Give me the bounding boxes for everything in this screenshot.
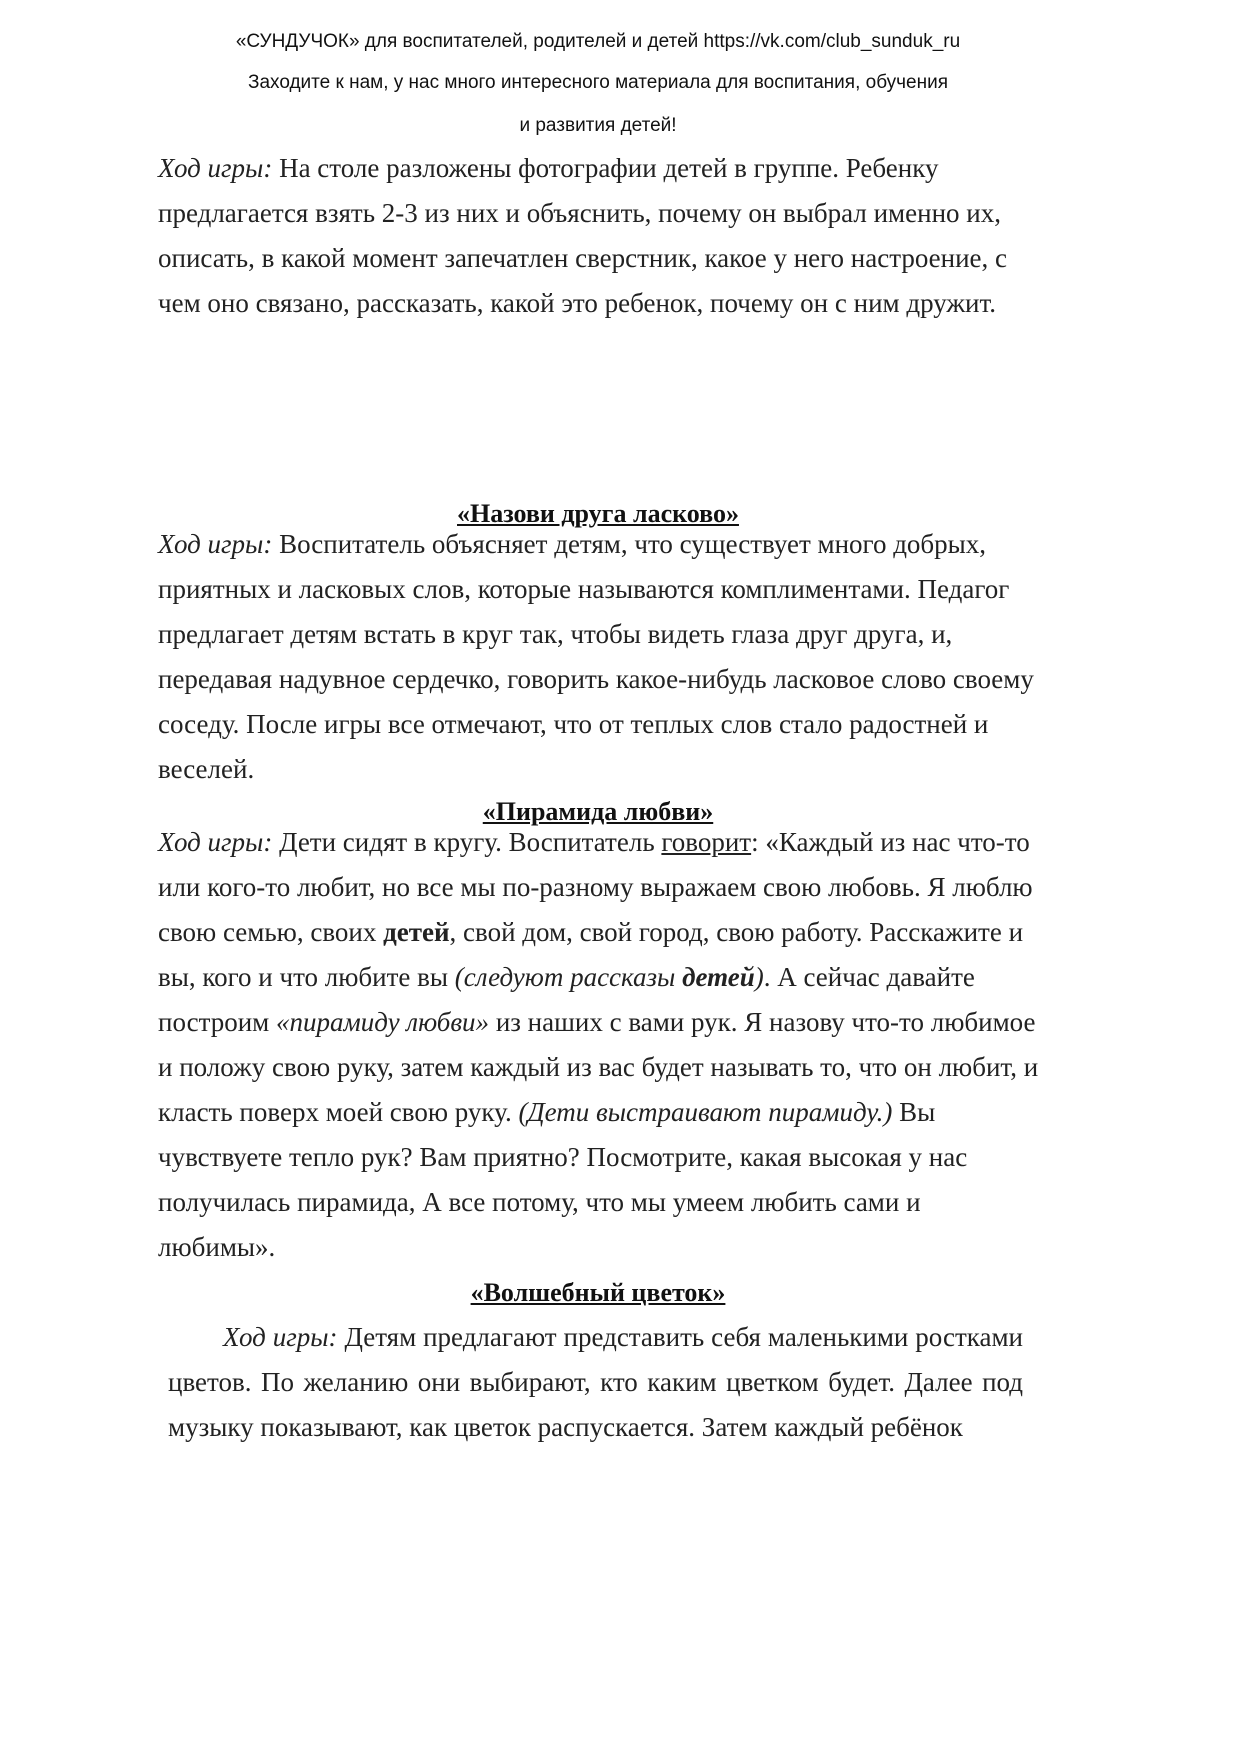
- text-run: Вы чувствуете тепло рук? Вам приятно? Посмотрите, какая высокая у нас получилась пирамида, А все потому, что мы умеем любить сами и любимы».: [158, 1097, 968, 1262]
- text-run: . А сейчас давайте построим: [158, 962, 975, 1037]
- italic-text: Ход игры:: [223, 1322, 338, 1352]
- paragraph-photos-game: [158, 146, 1043, 326]
- text-run: Воспитатель объясняет детям, что существует много добрых, приятных и ласковых слов, которые называются комплиментами. Педагог предлагает детям встать в круг так, чтобы видеть глаза друг друга, и, передавая надувное сердечко, говорить какое-нибудь ласковое слово своему соседу. После игры все отмечают, что от теплых слов стало радостней и веселей.: [158, 529, 1034, 784]
- italic-text: Ход игры:: [158, 529, 273, 559]
- header-line-3: и развития детей!: [519, 115, 677, 136]
- bold-italic-text: детей: [682, 962, 755, 992]
- header-line-1: «СУНДУЧОК» для воспитателей, родителей и детей https://vk.com/club_sunduk_ru: [235, 31, 961, 52]
- italic-text: (Дети выстраивают пирамиду.): [518, 1097, 893, 1127]
- heading-pyramid-of-love: «Пирамида любви»: [482, 797, 714, 826]
- bold-text: детей: [383, 917, 450, 947]
- text-run: , свой дом, свой город, свою работу. Расскажите и вы, кого и что любите вы: [158, 917, 1024, 992]
- heading-call-friend-kindly: «Назови друга ласково»: [457, 499, 739, 528]
- header-line-2: Заходите к нам, у нас много интересного материала для воспитания, обучения: [247, 72, 949, 93]
- text-run: : «Каждый из нас что-то или кого-то любит, но все мы по-разному выражаем свою любовь. Я люблю свою семью, своих: [158, 827, 1033, 947]
- text-run: Дети сидят в кругу. Воспитатель: [272, 827, 662, 857]
- italic-text: Ход игры:: [158, 827, 273, 857]
- italic-text: Ход игры:: [158, 153, 273, 183]
- italic-text: (следуют рассказы: [454, 962, 683, 992]
- paragraph-call-friend-kindly: [158, 522, 1043, 792]
- paragraph-magic-flower: [168, 1315, 1023, 1450]
- underlined-text: говорит: [661, 827, 752, 857]
- heading-magic-flower: «Волшебный цветок»: [470, 1278, 726, 1307]
- text-run: Детям предлагают представить себя маленькими ростками цветов. По желанию они выбирают, кто каким цветком будет. Далее под музыку показывают, как цветок распускается. Затем каждый ребёнок: [168, 1322, 1023, 1442]
- paragraph-pyramid-of-love: [158, 820, 1043, 1270]
- italic-text: ): [754, 962, 764, 992]
- text-run: На столе разложены фотографии детей в группе. Ребенку предлагается взять 2-3 из них и объяснить, почему он выбрал именно их, описать, в какой момент запечатлен сверстник, какое у него настроение, с чем оно связано, рассказать, какой это ребенок, почему он с ним дружит.: [158, 153, 1008, 318]
- text-run: из наших с вами рук. Я назову что-то любимое и положу свою руку, затем каждый из вас будет называть то, что он любит, и класть поверх моей свою руку.: [158, 1007, 1039, 1127]
- italic-text: «пирамиду любви»: [276, 1007, 490, 1037]
